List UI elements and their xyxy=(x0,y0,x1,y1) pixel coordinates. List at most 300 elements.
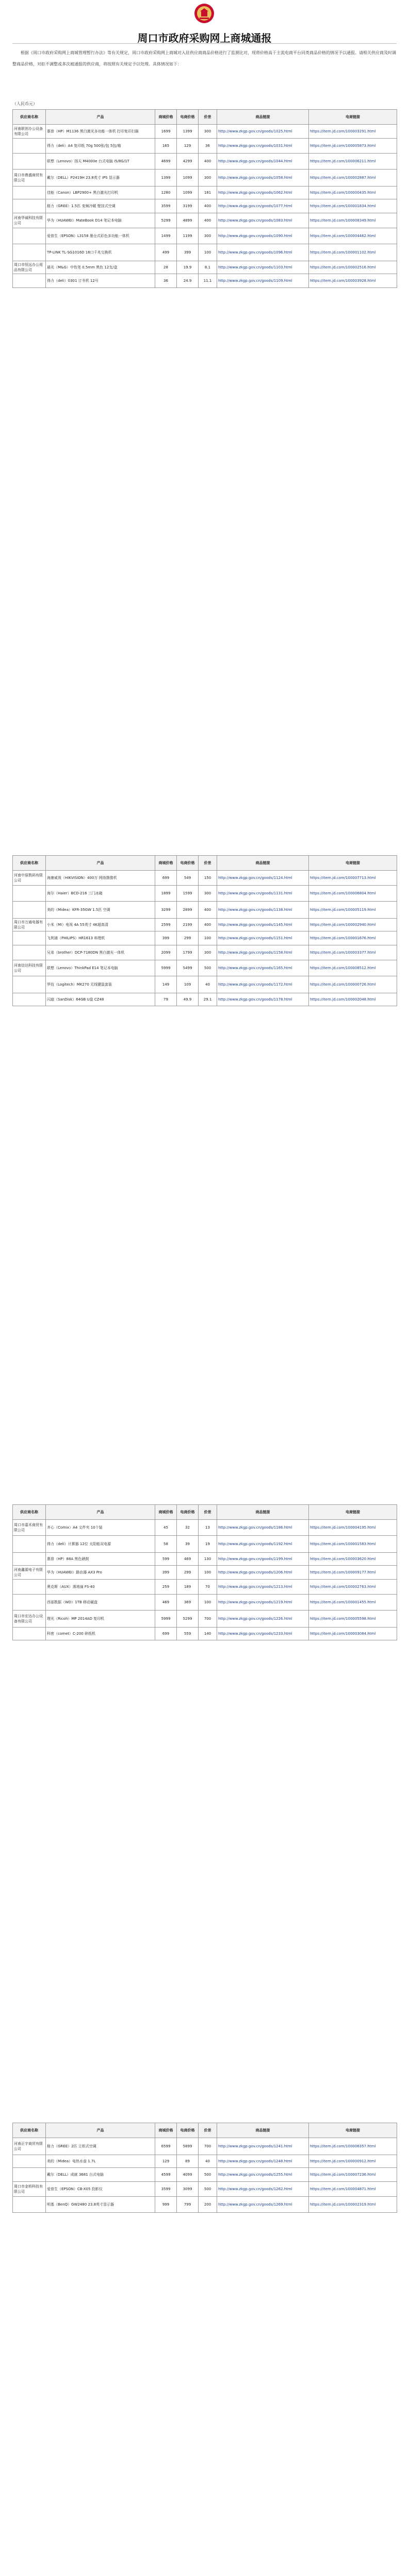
link-cell[interactable]: http://www.zkgp.gov.cn/goods/1233.html xyxy=(217,1628,309,1640)
table-row xyxy=(13,2138,397,2155)
supplier-cell: 河南中原数码有限公司 xyxy=(13,871,46,886)
product-cell: 晨光（M&G）中性笔 0.5mm 黑色 12支/盒 xyxy=(46,261,155,274)
ec-link-cell[interactable]: https://item.jd.com/100008512.html xyxy=(309,960,397,976)
link-cell[interactable]: http://www.zkgp.gov.cn/goods/1248.html xyxy=(217,2155,309,2168)
diff-cell: 500 xyxy=(199,2168,217,2182)
product-cell: 科密（comet）C-200 碎纸机 xyxy=(46,1628,155,1640)
product-cell: 美的（Midea）电热水壶 1.7L xyxy=(46,2155,155,2168)
supplier-cell xyxy=(13,2155,46,2168)
ec-cell: 2899 xyxy=(177,902,199,919)
ec-link-cell[interactable]: https://item.jd.com/100008349.html xyxy=(309,213,397,228)
diff-cell: 100 xyxy=(199,1566,217,1580)
ec-cell: 32 xyxy=(177,1520,199,1536)
column-header: 电商链接 xyxy=(309,110,397,125)
intro-paragraph: 根据《周口市政府采购网上商城管理暂行办法》等有关规定，周口市政府采购网上商城对入驻供应商商品价格进行了监测比对，现将价格高于主流电商平台同类商品价格的情况予以通报。请相关供应商及时调整商品价格，对拒不调整或多次被通报的供应商，将按照有关规定予以处理。具体情况如下： xyxy=(12,50,396,66)
table-row xyxy=(13,931,397,945)
product-cell: 理光（Ricoh）MP 2014AD 复印机 xyxy=(46,1611,155,1628)
diff-cell: 500 xyxy=(199,2182,217,2197)
product-cell: 海康威视（HIKVISION）400万 网络摄像机 xyxy=(46,871,155,886)
ec-link-cell[interactable]: https://item.jd.com/100002516.html xyxy=(309,261,397,274)
mall-cell: 5299 xyxy=(155,213,177,228)
table-row xyxy=(13,213,397,228)
diff-cell: 36 xyxy=(199,139,217,154)
supplier-cell xyxy=(13,228,46,244)
mall-cell: 2599 xyxy=(155,919,177,931)
product-cell: 罗技（Logitech）MK270 无线键鼠套装 xyxy=(46,976,155,993)
supplier-cell xyxy=(13,902,46,919)
ec-cell: 19.9 xyxy=(177,261,199,274)
mall-cell: 499 xyxy=(155,244,177,261)
mall-cell: 45 xyxy=(155,1520,177,1536)
diff-cell: 40 xyxy=(199,976,217,993)
product-cell: 飞利浦（PHILIPS）HR1613 料理机 xyxy=(46,931,155,945)
supplier-cell xyxy=(13,1536,46,1553)
link-cell[interactable]: http://www.zkgp.gov.cn/goods/1131.html xyxy=(217,886,309,902)
supplier-cell xyxy=(13,993,46,1006)
supplier-cell xyxy=(13,199,46,213)
table-row xyxy=(13,871,397,886)
supplier-cell: 周口市万通电器有限公司 xyxy=(13,919,46,931)
mall-cell: 1399 xyxy=(155,170,177,187)
ec-link-cell[interactable]: https://item.jd.com/100009177.html xyxy=(309,1566,397,1580)
table-row xyxy=(13,187,397,199)
product-cell: 西部数据（WD）1TB 移动硬盘 xyxy=(46,1595,155,1611)
supplier-cell xyxy=(13,1595,46,1611)
supplier-cell xyxy=(13,274,46,288)
link-cell[interactable]: http://www.zkgp.gov.cn/goods/1192.html xyxy=(217,1536,309,1553)
diff-cell: 100 xyxy=(199,931,217,945)
ec-link-cell[interactable]: https://item.jd.com/100004195.html xyxy=(309,1520,397,1536)
mall-cell: 149 xyxy=(155,976,177,993)
link-cell[interactable]: http://www.zkgp.gov.cn/goods/1262.html xyxy=(217,2182,309,2197)
product-cell: 小米（MI）电视 4A 55英寸 4K超高清 xyxy=(46,919,155,931)
product-cell: 联想（Lenovo）ThinkPad E14 笔记本电脑 xyxy=(46,960,155,976)
diff-cell: 300 xyxy=(199,886,217,902)
link-cell[interactable]: http://www.zkgp.gov.cn/goods/1241.html xyxy=(217,2138,309,2155)
table-row xyxy=(13,1566,397,1580)
supplier-cell xyxy=(13,1580,46,1595)
link-cell[interactable]: http://www.zkgp.gov.cn/goods/1199.html xyxy=(217,1553,309,1566)
ec-cell: 299 xyxy=(177,1566,199,1580)
ec-link-cell[interactable]: https://item.jd.com/100004871.html xyxy=(309,2182,397,2197)
mall-cell: 1280 xyxy=(155,187,177,199)
mall-cell: 5999 xyxy=(155,960,177,976)
ec-cell: 1099 xyxy=(177,170,199,187)
supplier-cell: 周口市嘉禾商贸有限公司 xyxy=(13,1520,46,1536)
supplier-cell xyxy=(13,931,46,945)
ec-link-cell[interactable]: https://item.jd.com/100002048.html xyxy=(309,993,397,1006)
supplier-cell xyxy=(13,187,46,199)
column-header: 产品 xyxy=(46,1505,155,1520)
product-cell: 华为（HUAWEI）MateBook D14 笔记本电脑 xyxy=(46,213,155,228)
diff-cell: 700 xyxy=(199,1611,217,1628)
supplier-cell: 河南华诚科技有限公司 xyxy=(13,213,46,228)
link-cell[interactable]: http://www.zkgp.gov.cn/goods/1145.html xyxy=(217,919,309,931)
table-row xyxy=(13,2168,397,2182)
table-row xyxy=(13,902,397,919)
supplier-cell: 周口市宏达办公设备有限公司 xyxy=(13,1611,46,1628)
ec-link-cell[interactable]: https://item.jd.com/100005873.html xyxy=(309,139,397,154)
ec-cell: 1599 xyxy=(177,886,199,902)
diff-cell: 300 xyxy=(199,125,217,139)
ec-cell: 1799 xyxy=(177,945,199,960)
table-row xyxy=(13,154,397,170)
column-header: 电商价格 xyxy=(177,1505,199,1520)
product-cell: 惠普（HP）M1136 黑白激光多功能一体机 打印复印扫描 xyxy=(46,125,155,139)
ec-link-cell[interactable]: https://item.jd.com/100006804.html xyxy=(309,886,397,902)
ec-link-cell[interactable]: https://item.jd.com/100001676.html xyxy=(309,931,397,945)
link-cell[interactable]: http://www.zkgp.gov.cn/goods/1206.html xyxy=(217,1566,309,1580)
diff-cell: 400 xyxy=(199,213,217,228)
supplier-cell: 周口市金桥科技有限公司 xyxy=(13,2182,46,2197)
ec-cell: 399 xyxy=(177,244,199,261)
table-row xyxy=(13,199,397,213)
supplier-cell xyxy=(13,244,46,261)
ec-link-cell[interactable]: https://item.jd.com/100003291.html xyxy=(309,125,397,139)
supplier-cell xyxy=(13,976,46,993)
ec-cell: 2199 xyxy=(177,919,199,931)
link-cell[interactable]: http://www.zkgp.gov.cn/goods/1226.html xyxy=(217,1611,309,1628)
diff-cell: 500 xyxy=(199,960,217,976)
product-cell: TP-LINK TL-SG1016D 16口千兆交换机 xyxy=(46,244,155,261)
table-row xyxy=(13,919,397,931)
supplier-cell xyxy=(13,945,46,960)
table-row xyxy=(13,1611,397,1628)
column-header: 产品 xyxy=(46,856,155,871)
price-table xyxy=(12,855,397,1006)
ec-cell: 129 xyxy=(177,139,199,154)
mall-cell: 399 xyxy=(155,931,177,945)
link-cell[interactable]: http://www.zkgp.gov.cn/goods/1109.html xyxy=(217,274,309,288)
ec-link-cell[interactable]: https://item.jd.com/100002887.html xyxy=(309,170,397,187)
link-cell[interactable]: http://www.zkgp.gov.cn/goods/1103.html xyxy=(217,261,309,274)
table-row xyxy=(13,170,397,187)
mall-cell: 259 xyxy=(155,1580,177,1595)
diff-cell: 400 xyxy=(199,199,217,213)
column-header: 电商链接 xyxy=(309,1505,397,1520)
mall-cell: 79 xyxy=(155,993,177,1006)
government-emblem-icon xyxy=(194,2,215,25)
ec-link-cell[interactable]: https://item.jd.com/100001102.html xyxy=(309,244,397,261)
column-header: 电商价格 xyxy=(177,856,199,871)
ec-cell: 549 xyxy=(177,871,199,886)
product-cell: 惠普（HP）88A 黑色硒鼓 xyxy=(46,1553,155,1566)
column-header: 电商链接 xyxy=(309,856,397,871)
ec-link-cell[interactable]: https://item.jd.com/100001834.html xyxy=(309,199,397,213)
ec-cell: 1199 xyxy=(177,228,199,244)
mall-cell: 3599 xyxy=(155,2182,177,2197)
ec-cell: 5299 xyxy=(177,1611,199,1628)
mall-cell: 699 xyxy=(155,871,177,886)
link-cell[interactable]: http://www.zkgp.gov.cn/goods/1124.html xyxy=(217,871,309,886)
diff-cell: 19 xyxy=(199,1536,217,1553)
supplier-cell: 河南信达科技有限公司 xyxy=(13,960,46,976)
mall-cell: 4599 xyxy=(155,2168,177,2182)
ec-link-cell[interactable]: https://item.jd.com/100003928.html xyxy=(309,274,397,288)
table-row xyxy=(13,993,397,1006)
ec-cell: 3099 xyxy=(177,2182,199,2197)
ec-link-cell[interactable]: https://item.jd.com/100001583.html xyxy=(309,1536,397,1553)
link-cell[interactable]: http://www.zkgp.gov.cn/goods/1165.html xyxy=(217,960,309,976)
ec-link-cell[interactable]: https://item.jd.com/100007713.html xyxy=(309,871,397,886)
link-cell[interactable]: http://www.zkgp.gov.cn/goods/1044.html xyxy=(217,154,309,170)
table-row xyxy=(13,1628,397,1640)
supplier-cell xyxy=(13,2197,46,2213)
supplier-cell: 周口市鼎盛商贸有限公司 xyxy=(13,170,46,187)
ec-cell: 1099 xyxy=(177,187,199,199)
mall-cell: 3599 xyxy=(155,199,177,213)
mall-cell: 165 xyxy=(155,139,177,154)
ec-link-cell[interactable]: https://item.jd.com/100000912.html xyxy=(309,2155,397,2168)
column-header: 价差 xyxy=(199,1505,217,1520)
diff-cell: 130 xyxy=(199,1553,217,1566)
column-header: 商城价格 xyxy=(155,856,177,871)
mall-cell: 699 xyxy=(155,1628,177,1640)
supplier-cell: 周口市恒远办公用品有限公司 xyxy=(13,261,46,274)
table-header-row xyxy=(13,856,397,871)
diff-cell: 400 xyxy=(199,919,217,931)
diff-cell: 11.1 xyxy=(199,274,217,288)
supplier-cell: 河南鑫源电子有限公司 xyxy=(13,1566,46,1580)
product-cell: 奥克斯（AUX）落地扇 FS-40 xyxy=(46,1580,155,1595)
table-row xyxy=(13,1553,397,1566)
link-cell[interactable]: http://www.zkgp.gov.cn/goods/1186.html xyxy=(217,1520,309,1536)
ec-link-cell[interactable]: https://item.jd.com/100001455.html xyxy=(309,1595,397,1611)
mall-cell: 129 xyxy=(155,2155,177,2168)
product-cell: 得力（deli）计算器 12位 太阳能双电源 xyxy=(46,1536,155,1553)
mall-cell: 36 xyxy=(155,274,177,288)
mall-cell: 58 xyxy=(155,1536,177,1553)
table-row xyxy=(13,139,397,154)
table-row xyxy=(13,228,397,244)
link-cell[interactable]: http://www.zkgp.gov.cn/goods/1083.html xyxy=(217,213,309,228)
ec-cell: 4899 xyxy=(177,213,199,228)
ec-link-cell[interactable]: https://item.jd.com/100005598.html xyxy=(309,1611,397,1628)
diff-cell: 400 xyxy=(199,154,217,170)
column-header: 供应商名称 xyxy=(13,1505,46,1520)
table-row xyxy=(13,960,397,976)
diff-cell: 8.1 xyxy=(199,261,217,274)
link-cell[interactable]: http://www.zkgp.gov.cn/goods/1077.html xyxy=(217,199,309,213)
product-cell: 格力（GREE）2匹 立柜式空调 xyxy=(46,2138,155,2155)
table-row xyxy=(13,2197,397,2213)
product-cell: 爱普生（EPSON）L3158 墨仓式彩色多功能一体机 xyxy=(46,228,155,244)
ec-cell: 469 xyxy=(177,1553,199,1566)
link-cell[interactable]: http://www.zkgp.gov.cn/goods/1172.html xyxy=(217,976,309,993)
supplier-cell xyxy=(13,886,46,902)
ec-link-cell[interactable]: https://item.jd.com/100000435.html xyxy=(309,187,397,199)
diff-cell: 13 xyxy=(199,1520,217,1536)
diff-cell: 300 xyxy=(199,945,217,960)
title-divider xyxy=(12,43,397,44)
ec-cell: 5899 xyxy=(177,2138,199,2155)
supplier-cell: 河南联创办公设备有限公司 xyxy=(13,125,46,139)
link-cell[interactable]: http://www.zkgp.gov.cn/goods/1151.html xyxy=(217,931,309,945)
table-note: （人民币元） xyxy=(12,101,37,106)
ec-cell: 89 xyxy=(177,2155,199,2168)
ec-cell: 4099 xyxy=(177,2168,199,2182)
link-cell[interactable]: http://www.zkgp.gov.cn/goods/1025.html xyxy=(217,125,309,139)
product-cell: 美的（Midea）KFR-35GW 1.5匹 空调 xyxy=(46,902,155,919)
column-header: 商城价格 xyxy=(155,110,177,125)
ec-cell: 24.9 xyxy=(177,274,199,288)
ec-link-cell[interactable]: https://item.jd.com/100003084.html xyxy=(309,1628,397,1640)
table-row xyxy=(13,1580,397,1595)
ec-link-cell[interactable]: https://item.jd.com/100002940.html xyxy=(309,919,397,931)
diff-cell: 700 xyxy=(199,2138,217,2155)
ec-cell: 109 xyxy=(177,976,199,993)
mall-cell: 2099 xyxy=(155,945,177,960)
diff-cell: 300 xyxy=(199,228,217,244)
supplier-cell xyxy=(13,139,46,154)
column-header: 供应商名称 xyxy=(13,2123,46,2138)
diff-cell: 181 xyxy=(199,187,217,199)
ec-cell: 299 xyxy=(177,931,199,945)
link-cell[interactable]: http://www.zkgp.gov.cn/goods/1178.html xyxy=(217,993,309,1006)
ec-link-cell[interactable]: https://item.jd.com/100002319.html xyxy=(309,2197,397,2213)
mall-cell: 1899 xyxy=(155,886,177,902)
ec-link-cell[interactable]: https://item.jd.com/100007236.html xyxy=(309,2168,397,2182)
product-cell: 格力（GREE）1.5匹 变频冷暖 壁挂式空调 xyxy=(46,199,155,213)
diff-cell: 100 xyxy=(199,244,217,261)
ec-link-cell[interactable]: https://item.jd.com/100003620.html xyxy=(309,1553,397,1566)
link-cell[interactable]: http://www.zkgp.gov.cn/goods/1269.html xyxy=(217,2197,309,2213)
product-cell: 戴尔（DELL）P2419H 23.8英寸 IPS 显示器 xyxy=(46,170,155,187)
column-header: 商品链接 xyxy=(217,2123,309,2138)
ec-cell: 189 xyxy=(177,1580,199,1595)
diff-cell: 29.1 xyxy=(199,993,217,1006)
product-cell: 闪迪（SanDisk）64GB U盘 CZ48 xyxy=(46,993,155,1006)
product-cell: 明基（BenQ）GW2480 23.8英寸显示器 xyxy=(46,2197,155,2213)
column-header: 产品 xyxy=(46,110,155,125)
supplier-cell xyxy=(13,2168,46,2182)
diff-cell: 200 xyxy=(199,2197,217,2213)
mall-cell: 469 xyxy=(155,1595,177,1611)
diff-cell: 140 xyxy=(199,1628,217,1640)
column-header: 价差 xyxy=(199,2123,217,2138)
product-cell: 佳能（Canon）LBP2900+ 黑白激光打印机 xyxy=(46,187,155,199)
product-cell: 得力（deli）A4 复印纸 70g 500张/包 5包/箱 xyxy=(46,139,155,154)
ec-link-cell[interactable]: https://item.jd.com/100002763.html xyxy=(309,1580,397,1595)
diff-cell: 400 xyxy=(199,902,217,919)
link-cell[interactable]: http://www.zkgp.gov.cn/goods/1213.html xyxy=(217,1580,309,1595)
ec-cell: 39 xyxy=(177,1536,199,1553)
ec-link-cell[interactable]: https://item.jd.com/100004462.html xyxy=(309,228,397,244)
column-header: 商品链接 xyxy=(217,856,309,871)
page-title: 周口市政府采购网上商城通报 xyxy=(137,32,272,44)
table-header-row xyxy=(13,1505,397,1520)
table-row xyxy=(13,261,397,274)
column-header: 价差 xyxy=(199,856,217,871)
mall-cell: 1499 xyxy=(155,228,177,244)
column-header: 价差 xyxy=(199,110,217,125)
table-row xyxy=(13,244,397,261)
ec-cell: 3199 xyxy=(177,199,199,213)
diff-cell: 150 xyxy=(199,871,217,886)
product-cell: 兄弟（brother）DCP-7180DN 黑白激光一体机 xyxy=(46,945,155,960)
link-cell[interactable]: http://www.zkgp.gov.cn/goods/1058.html xyxy=(217,170,309,187)
table-header-row xyxy=(13,2123,397,2138)
diff-cell: 300 xyxy=(199,170,217,187)
supplier-cell xyxy=(13,1553,46,1566)
ec-link-cell[interactable]: https://item.jd.com/100005119.html xyxy=(309,902,397,919)
mall-cell: 3299 xyxy=(155,902,177,919)
price-table xyxy=(12,109,397,288)
product-cell: 华为（HUAWEI）路由器 AX3 Pro xyxy=(46,1566,155,1580)
column-header: 电商价格 xyxy=(177,110,199,125)
product-cell: 戴尔（DELL）成就 3681 台式电脑 xyxy=(46,2168,155,2182)
product-cell: 爱普生（EPSON）CB-X05 投影仪 xyxy=(46,2182,155,2197)
mall-cell: 6599 xyxy=(155,2138,177,2155)
mall-cell: 399 xyxy=(155,1566,177,1580)
table-row xyxy=(13,1536,397,1553)
ec-link-cell[interactable]: https://item.jd.com/100006211.html xyxy=(309,154,397,170)
column-header: 产品 xyxy=(46,2123,155,2138)
ec-link-cell[interactable]: https://item.jd.com/100000726.html xyxy=(309,976,397,993)
table-row xyxy=(13,1520,397,1536)
column-header: 商品链接 xyxy=(217,1505,309,1520)
column-header: 商城价格 xyxy=(155,1505,177,1520)
ec-link-cell[interactable]: https://item.jd.com/100006357.html xyxy=(309,2138,397,2155)
table-row xyxy=(13,886,397,902)
link-cell[interactable]: http://www.zkgp.gov.cn/goods/1096.html xyxy=(217,244,309,261)
ec-cell: 799 xyxy=(177,2197,199,2213)
column-header: 商城价格 xyxy=(155,2123,177,2138)
table-row xyxy=(13,2182,397,2197)
table-row xyxy=(13,1595,397,1611)
mall-cell: 5999 xyxy=(155,1611,177,1628)
product-cell: 齐心（Comix）A4 文件夹 10个装 xyxy=(46,1520,155,1536)
table-row xyxy=(13,2155,397,2168)
price-table xyxy=(12,1504,397,1640)
supplier-cell xyxy=(13,1628,46,1640)
diff-cell: 100 xyxy=(199,1595,217,1611)
ec-link-cell[interactable]: https://item.jd.com/100003377.html xyxy=(309,945,397,960)
link-cell[interactable]: http://www.zkgp.gov.cn/goods/1255.html xyxy=(217,2168,309,2182)
ec-cell: 4299 xyxy=(177,154,199,170)
mall-cell: 1699 xyxy=(155,125,177,139)
link-cell[interactable]: http://www.zkgp.gov.cn/goods/1138.html xyxy=(217,902,309,919)
ec-cell: 559 xyxy=(177,1628,199,1640)
ec-cell: 369 xyxy=(177,1595,199,1611)
product-cell: 海尔（Haier）BCD-216 三门冰箱 xyxy=(46,886,155,902)
column-header: 供应商名称 xyxy=(13,856,46,871)
column-header: 电商链接 xyxy=(309,2123,397,2138)
supplier-cell xyxy=(13,154,46,170)
column-header: 商品链接 xyxy=(217,110,309,125)
supplier-cell: 河南正宇商贸有限公司 xyxy=(13,2138,46,2155)
price-table xyxy=(12,2123,397,2213)
diff-cell: 40 xyxy=(199,2155,217,2168)
table-row xyxy=(13,945,397,960)
ec-cell: 5499 xyxy=(177,960,199,976)
column-header: 供应商名称 xyxy=(13,110,46,125)
table-row xyxy=(13,976,397,993)
column-header: 电商价格 xyxy=(177,2123,199,2138)
mall-cell: 599 xyxy=(155,1553,177,1566)
link-cell[interactable]: http://www.zkgp.gov.cn/goods/1158.html xyxy=(217,945,309,960)
mall-cell: 4699 xyxy=(155,154,177,170)
link-cell[interactable]: http://www.zkgp.gov.cn/goods/1219.html xyxy=(217,1595,309,1611)
ec-cell: 1399 xyxy=(177,125,199,139)
link-cell[interactable]: http://www.zkgp.gov.cn/goods/1090.html xyxy=(217,228,309,244)
link-cell[interactable]: http://www.zkgp.gov.cn/goods/1062.html xyxy=(217,187,309,199)
table-row xyxy=(13,125,397,139)
link-cell[interactable]: http://www.zkgp.gov.cn/goods/1031.html xyxy=(217,139,309,154)
mall-cell: 999 xyxy=(155,2197,177,2213)
product-cell: 联想（Lenovo）扬天 M4000e 台式电脑 i5/8G/1T xyxy=(46,154,155,170)
diff-cell: 70 xyxy=(199,1580,217,1595)
